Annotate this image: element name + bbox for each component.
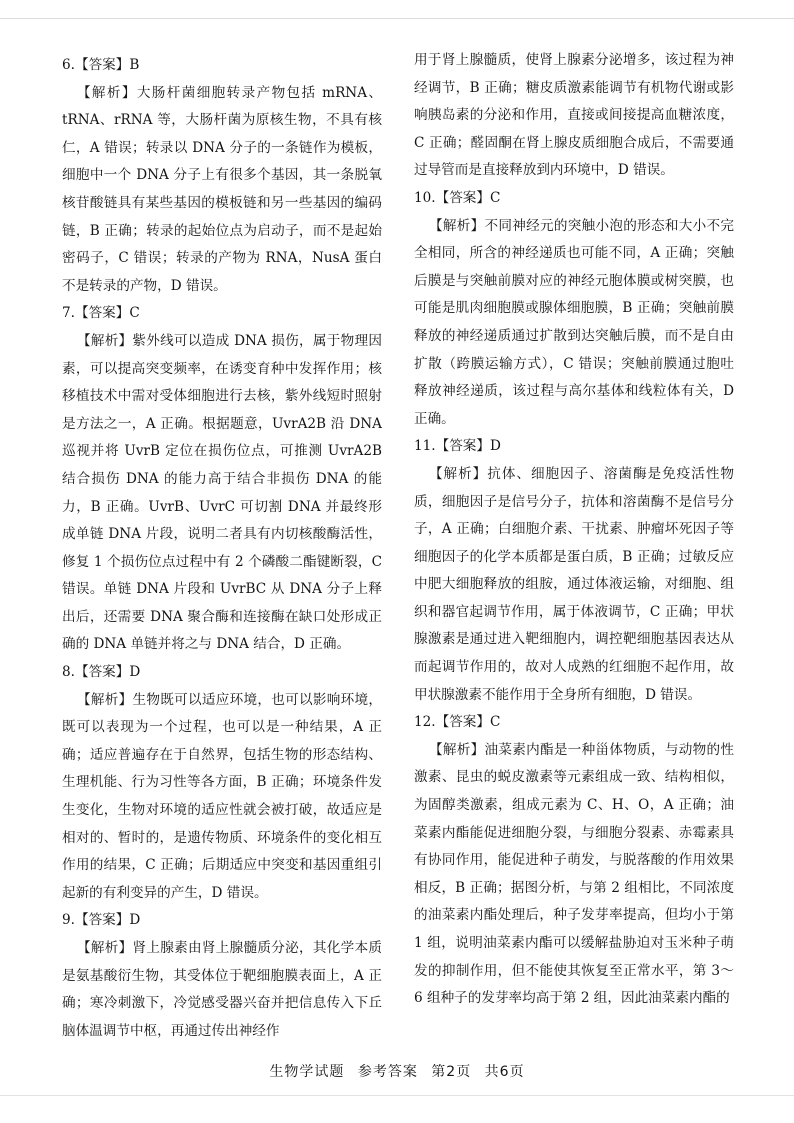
analysis-11: 【解析】抗体、细胞因子、溶菌酶是免疫活性物质，细胞因子是信号分子，抗体和溶菌酶不是信号分子，A 正确；白细胞介素、干扰素、肿瘤坏死因子等细胞因子的化学本质都是蛋白质，B 正确；过敏反应中肥大细胞释放的组胺，通过体液运输，对细胞、组织和器官起调节作用，属于体液调节，C 正确；甲状腺激素是通过进入靶细胞内，调控靶细胞基因表达从而起调节作用的，故对人成熟的红细胞不起作用，故甲状腺激素不能作用于全身所有细胞，D 错误。: [414, 465, 734, 703]
answer-9: 9.【答案】D: [62, 912, 141, 929]
footer-kind: 参考答案: [357, 1064, 418, 1080]
answer-6: 6.【答案】B: [62, 57, 140, 73]
top-divider: [0, 18, 794, 19]
answer-12: 12.【答案】C: [414, 714, 501, 731]
analysis-6: 【解析】大肠杆菌细胞转录产物包括 mRNA、tRNA、rRNA 等，大肠杆菌为原核生物，不具有核仁，A 错误；转录以 DNA 分子的一条链作为模板，细胞中一个 DNA 分子上有很多个基因，其一条脱氧核苷酸链具有某些基因的模板链和另一些基因的编码链，B 正确；转录的起始位点为启动子，而不是起始密码子，C 错误；转录的产物为 RNA，NusA 蛋白不是转录的产物，D 错误。: [62, 84, 382, 294]
page-footer: [0, 1061, 794, 1081]
answer-10: 10.【答案】C: [414, 189, 501, 206]
right-column: [414, 47, 734, 1013]
analysis-10: 【解析】不同神经元的突触小泡的形态和大小不完全相同，所含的神经递质也可能不同，A 正确；突触后膜是与突触前膜对应的神经元胞体膜或树突膜，也可能是肌肉细胞膜或腺体细胞膜，B 正确；突触前膜释放的神经递质通过扩散到达突触后膜，而不是自由扩散（跨膜运输方式），C 错误；突触前膜通过胞吐释放神经递质，该过程与高尔基体和线粒体有关，D 正确。: [414, 217, 734, 427]
footer-total-pages: 共6页: [484, 1064, 525, 1080]
analysis-9-continued: 用于肾上腺髓质，使肾上腺素分泌增多，该过程为神经调节，B 正确；糖皮质激素能调节有机物代谢或影响胰岛素的分泌和作用，直接或间接提高血糖浓度，C 正确；醛固酮在肾上腺皮质细胞合成后，不需要通过导管而是直接释放到内环境中，D 错误。: [414, 52, 734, 179]
footer-subject: 生物学试题: [269, 1064, 345, 1080]
answer-8: 8.【答案】D: [62, 664, 141, 681]
analysis-9: 【解析】肾上腺素由肾上腺髓质分泌，其化学本质是氨基酸衍生物，其受体位于靶细胞膜表面上，A 正确；寒冷刺激下，冷觉感受器兴奋并把信息传入下丘脑体温调节中枢，再通过传出神经作: [62, 940, 382, 1039]
answer-11: 11.【答案】D: [414, 438, 501, 455]
left-column: [62, 52, 382, 1045]
bottom-divider: [0, 1095, 794, 1096]
analysis-12: 【解析】油菜素内酯是一种甾体物质，与动物的性激素、昆虫的蜕皮激素等元素组成一致、结构相似，为固醇类激素，组成元素为 C、H、O，A 正确；油菜素内酯能促进细胞分裂，与细胞分裂素、赤霉素具有协同作用，能促进种子萌发，与脱落酸的作用效果相反，B 正确；据图分析，与第 2 组相比，不同浓度的油菜素内酯处理后，种子发芽率提高，但均小于第 1 组，说明油菜素内酯可以缓解盐胁迫对玉米种子萌发的抑制作用，但不能使其恢复至正常水平，第 3～6 组种子的发芽率均高于第 2 组，因此油菜素内酯的: [414, 741, 734, 1007]
footer-page-number: 第2页: [431, 1064, 472, 1080]
answer-7: 7.【答案】C: [62, 305, 140, 322]
analysis-7: 【解析】紫外线可以造成 DNA 损伤，属于物理因素，可以提高突变频率，在诱变育种中发挥作用；核移植技术中需对受体细胞进行去核，紫外线短时照射是方法之一，A 正确。根据题意，UvrA2B 沿 DNA 巡视并将 UvrB 定位在损伤位点，可推测 UvrA2B 结合损伤 DNA 的能力高于结合非损伤 DNA 的能力，B 正确。UvrB、UvrC 可切割 DNA 并最终形成单链 DNA 片段，说明二者具有内切核酸酶活性，修复 1 个损伤位点过程中有 2 个磷酸二酯键断裂，C 错误。单链 DNA 片段和 UvrBC 从 DNA 分子上释出后，还需要 DNA 聚合酶和连接酶在缺口处形成正确的 DNA 单链并将之与 DNA 结合，D 正确。: [62, 332, 382, 653]
analysis-8: 【解析】生物既可以适应环境，也可以影响环境，既可以表现为一个过程，也可以是一种结果，A 正确；适应普遍存在于自然界，包括生物的形态结构、生理机能、行为习性等各方面，B 正确；环境条件发生变化，生物对环境的适应性就会被打破，故适应是相对的、暂时的，是遗传物质、环境条件的变化相互作用的结果，C 正确；后期适应中突变和基因重组引起新的有利变异的产生，D 错误。: [62, 691, 382, 901]
